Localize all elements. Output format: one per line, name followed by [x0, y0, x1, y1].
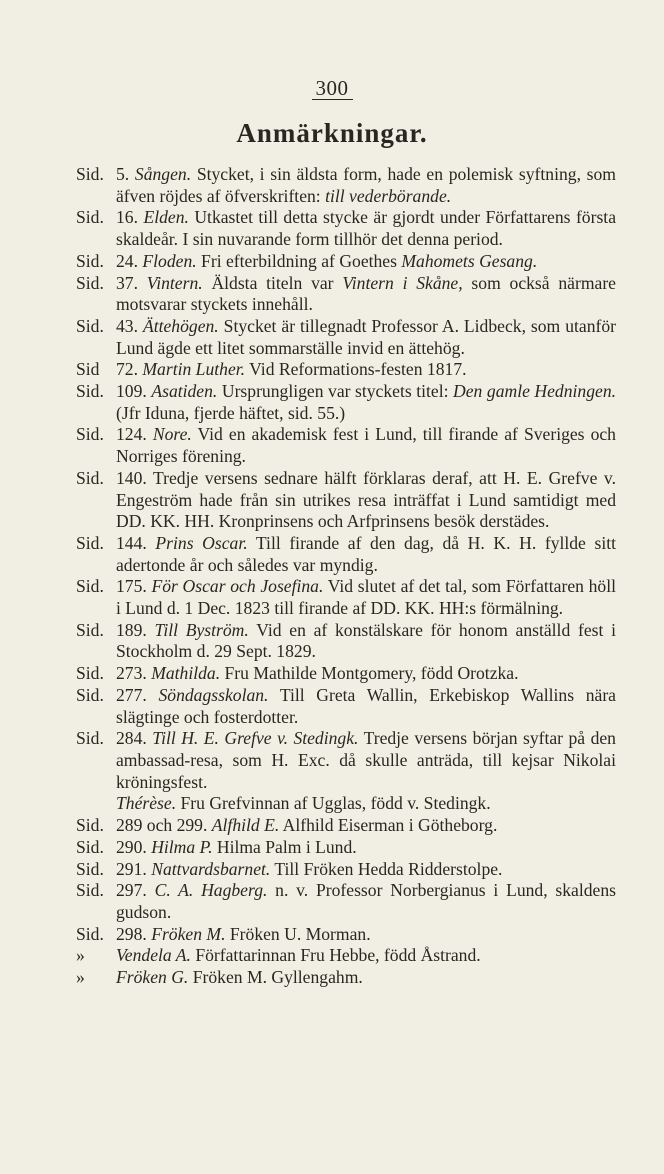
- note-italic-title: Vintern i Skåne,: [342, 272, 463, 293]
- note-entry: [76, 728, 616, 793]
- note-entry: [76, 663, 616, 685]
- note-body: Vid en akademisk fest i Lund, till firande af Sveriges och Norriges förening.: [116, 424, 616, 467]
- notes-list: [76, 164, 616, 989]
- note-label: Sid.: [76, 164, 104, 184]
- note-body: Till firande af den dag, då H. K. H. fyllde sitt adertonde år och således var myndig.: [116, 532, 616, 575]
- note-entry: [76, 164, 616, 207]
- note-text: [116, 381, 616, 424]
- note-entry: [76, 837, 616, 859]
- note-entry: [76, 273, 616, 316]
- note-label: Sid.: [76, 381, 104, 402]
- note-page-ref: 284.: [116, 728, 147, 749]
- note-page-ref: 109.: [116, 381, 147, 402]
- note-entry: [76, 207, 616, 250]
- note-page-ref: 37.: [116, 272, 138, 293]
- note-entry: [76, 424, 616, 467]
- note-body-after: (Jfr Iduna, fjerde häftet, sid. 55.): [116, 402, 346, 423]
- note-text: [116, 728, 616, 793]
- note-title: Asatiden.: [151, 381, 218, 402]
- note-label: Sid.: [76, 858, 104, 879]
- note-body: Författarinnan Fru Hebbe, född Åstrand.: [195, 945, 481, 966]
- note-title: Ättehögen.: [142, 315, 219, 336]
- page-number: 300: [0, 76, 664, 101]
- note-text: [116, 576, 616, 619]
- note-title: Martin Luther.: [142, 359, 246, 380]
- note-text: [116, 316, 616, 359]
- note-label: [76, 793, 116, 815]
- note-body: Fru Mathilde Montgomery, född Orotzka.: [224, 663, 519, 684]
- note-title: Hilma P.: [151, 836, 213, 857]
- note-page-ref: 291.: [116, 858, 147, 879]
- note-label: Sid.: [76, 684, 104, 705]
- note-page-ref: 290.: [116, 836, 147, 857]
- note-text: [116, 468, 616, 533]
- note-text: [116, 924, 616, 946]
- note-page-ref: 277.: [116, 684, 147, 705]
- note-label: »: [76, 945, 85, 966]
- note-page-ref: 273.: [116, 663, 147, 684]
- note-body: Till Fröken Hedda Ridderstolpe.: [274, 858, 503, 879]
- note-label: Sid.: [76, 836, 104, 857]
- note-text: [116, 273, 616, 316]
- note-label: »: [76, 967, 85, 988]
- note-title: Elden.: [143, 207, 189, 228]
- note-entry: [76, 859, 616, 881]
- note-body: Vid slutet af det tal, som Författaren höll i Lund d. 1 Dec. 1823 till firande af DD. KK. HH:s förmälning.: [116, 576, 616, 619]
- note-text: [116, 533, 616, 576]
- note-entry: [76, 815, 616, 837]
- note-body: Stycket är tillegnadt Professor A. Lidbeck, som utanför Lund ägde ett litet sommarställe invid en ättehög.: [116, 315, 617, 358]
- note-text: [116, 685, 616, 728]
- note-label: Sid.: [76, 728, 104, 749]
- note-title: Thérèse.: [116, 793, 177, 814]
- note-label: Sid.: [76, 576, 104, 597]
- note-page-ref: 298.: [116, 923, 147, 944]
- note-body: Tredje versens sednare hälft förklaras deraf, att H. E. Grefve v. Engeström hade från sin utrikes resa inträffat i Lund samtidigt med DD. KK. HH. Kronprinsens och Arfprinsens besök derstädes.: [116, 467, 616, 532]
- note-title: C. A. Hagberg.: [154, 880, 268, 901]
- note-entry: [76, 880, 616, 923]
- note-page-ref: 124.: [116, 424, 147, 445]
- note-label: Sid.: [76, 880, 104, 901]
- note-title: Sången.: [134, 164, 192, 184]
- note-text: [116, 164, 616, 207]
- note-body: n. v. Professor Norbergianus i Lund, skaldens gudson.: [116, 880, 616, 922]
- note-body: Hilma Palm i Lund.: [216, 836, 357, 857]
- note-entry: [76, 468, 616, 533]
- note-label: Sid.: [76, 250, 104, 271]
- note-label: Sid.: [76, 272, 104, 293]
- note-body: Fru Grefvinnan af Ugglas, född v. Stedingk.: [180, 793, 491, 814]
- note-text: [116, 815, 616, 837]
- note-label: Sid.: [76, 315, 104, 336]
- note-title: Floden.: [142, 250, 197, 271]
- note-label: Sid.: [76, 532, 104, 553]
- note-body-after: som också närmare motsvarar styckets innehåll.: [116, 272, 616, 315]
- note-entry: [76, 316, 616, 359]
- note-entry: [76, 620, 616, 663]
- note-text: [116, 424, 616, 467]
- note-text: [116, 663, 616, 685]
- note-title: Till Byström.: [154, 619, 249, 640]
- note-label: Sid.: [76, 815, 104, 836]
- note-page-ref: 289 och 299.: [116, 815, 208, 836]
- note-page-ref: 5.: [116, 164, 130, 184]
- note-label: Sid.: [76, 467, 104, 488]
- note-text: [116, 945, 616, 967]
- note-page-ref: 140.: [116, 467, 147, 488]
- note-label: Sid: [76, 359, 100, 380]
- note-page-ref: 175.: [116, 576, 147, 597]
- note-text: [116, 620, 616, 663]
- note-entry: [76, 251, 616, 273]
- note-body: Tredje versens början syftar på den ambassad-resa, som H. Exc. då skulle anträda, till kejsar Nikolai kröningsfest.: [116, 728, 616, 792]
- note-title: För Oscar och Josefina.: [151, 576, 324, 597]
- note-text: [116, 793, 616, 815]
- note-text: [116, 880, 616, 923]
- note-body: Fröken M. Gyllengahm.: [192, 967, 363, 988]
- note-label: Sid.: [76, 663, 104, 684]
- note-entry: [76, 576, 616, 619]
- note-text: [116, 967, 616, 989]
- note-text: [116, 837, 616, 859]
- note-body: Fri efterbildning af Goethes: [201, 250, 397, 271]
- note-title: Mathilda.: [151, 663, 221, 684]
- note-text: [116, 359, 616, 381]
- note-page-ref: 144.: [116, 532, 147, 553]
- note-entry: [76, 685, 616, 728]
- note-title: Fröken G.: [116, 967, 189, 988]
- note-title: Vendela A.: [116, 945, 191, 966]
- note-title: Söndagsskolan.: [158, 684, 269, 705]
- note-title: Prins Oscar.: [155, 532, 248, 553]
- note-title: Vintern.: [146, 272, 203, 293]
- note-body: Alfhild Eiserman i Götheborg.: [282, 815, 498, 836]
- note-entry: [76, 533, 616, 576]
- note-title: Nore.: [152, 424, 192, 445]
- note-body: Utkastet till detta stycke är gjordt under Författarens första skaldeår. I sin nuvarande form tillhör det denna period.: [116, 207, 617, 250]
- note-page-ref: 24.: [116, 250, 138, 271]
- note-italic-title: till vederbörande.: [325, 185, 452, 206]
- note-entry: [76, 945, 616, 967]
- note-text: [116, 251, 616, 273]
- note-label: Sid.: [76, 923, 104, 944]
- note-body: Äldsta titeln var: [211, 272, 334, 293]
- note-page-ref: 16.: [116, 207, 138, 228]
- note-body: Vid en af konstälskare för honom anställd fest i Stockholm d. 29 Sept. 1829.: [116, 619, 616, 662]
- note-text: [116, 859, 616, 881]
- note-entry: [76, 793, 616, 815]
- note-body: Vid Reformations-festen 1817.: [249, 359, 467, 380]
- note-title: Till H. E. Grefve v. Stedingk.: [152, 728, 359, 749]
- note-label: Sid.: [76, 424, 104, 445]
- note-title: Alfhild E.: [211, 815, 280, 836]
- note-body: Ursprungligen var styckets titel:: [221, 381, 449, 402]
- note-title: Nattvardsbarnet.: [151, 858, 271, 879]
- note-text: [116, 207, 616, 250]
- note-entry: [76, 381, 616, 424]
- note-label: Sid.: [76, 207, 104, 228]
- section-heading: Anmärkningar.: [236, 118, 428, 148]
- note-body: Stycket, i sin äldsta form, hade en polemisk syftning, som äfven röjdes af öfverskriften:: [116, 164, 616, 206]
- note-body: Till Greta Wallin, Erkebiskop Wallins nära slägtinge och fosterdotter.: [116, 684, 616, 727]
- note-entry: [76, 359, 616, 381]
- note-page-ref: 43.: [116, 315, 138, 336]
- note-page-ref: 297.: [116, 880, 147, 901]
- note-entry: [76, 967, 616, 989]
- note-label: Sid.: [76, 619, 104, 640]
- note-title: Fröken M.: [151, 923, 226, 944]
- note-page-ref: 189.: [116, 619, 147, 640]
- note-body: Fröken U. Morman.: [229, 923, 371, 944]
- note-italic-title: Den gamle Hedningen.: [453, 381, 617, 402]
- note-italic-title: Mahomets Gesang.: [401, 250, 538, 271]
- note-page-ref: 72.: [116, 359, 138, 380]
- note-entry: [76, 924, 616, 946]
